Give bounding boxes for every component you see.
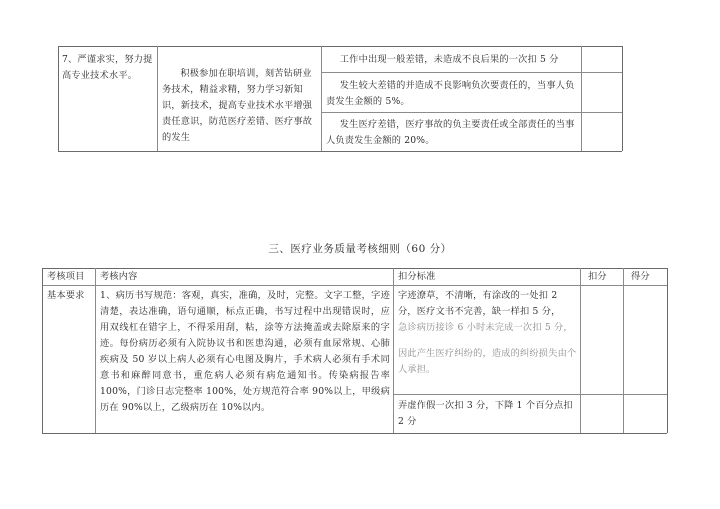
column-divider <box>623 268 624 433</box>
top-rule-1: 工作中出现一般差错，未造成不良后果的一次扣 5 分 <box>339 54 559 65</box>
header-content: 考核内容 <box>100 271 138 282</box>
top-content-text: 积极参加在职培训，刻苦钻研业务技术，精益求精，努力学习新知识，新技术，提高专业技术水平增强责任意识，防范医疗差错、医疗事故的发生 <box>162 68 313 143</box>
table-border <box>42 268 43 433</box>
column-divider <box>393 268 394 433</box>
row-divider <box>321 112 622 113</box>
row-standard-1b: 急诊病历接诊 6 小时未完成一次扣 5 分， <box>398 322 573 333</box>
row-divider <box>321 72 622 73</box>
header-score: 得分 <box>631 271 650 282</box>
table-border <box>58 151 622 152</box>
header-standard: 扣分标准 <box>398 271 436 282</box>
row-standard-1: 字迹潦草，不清晰，有涂改的一处扣 2 分，医疗文书不完善，缺一样扣 5 分， <box>398 290 561 317</box>
header-deduct: 扣分 <box>588 271 607 282</box>
header-item: 考核项目 <box>47 271 85 282</box>
column-divider <box>157 46 158 151</box>
table-border <box>622 46 623 151</box>
row-standard-2: 因此产生医疗纠纷的，造成的纠纷损失由个人承担。 <box>398 348 577 375</box>
top-rule-2: 发生较大差错的并造成不良影响负次要责任的，当事人负责发生金额的 5%。 <box>326 80 575 107</box>
header-divider <box>42 285 667 286</box>
row-divider <box>393 394 667 395</box>
row-item: 基本要求 <box>47 290 85 301</box>
column-divider <box>95 268 96 433</box>
section-title: 三、医疗业务质量考核细则（60 分） <box>268 243 452 255</box>
table-border <box>58 46 59 151</box>
top-rule-3: 发生医疗差错，医疗事故的负主要责任或全部责任的当事人负责发生金额的 20%。 <box>326 119 575 146</box>
column-divider <box>321 46 322 151</box>
top-item-text: 7、严谨求实，努力提高专业技术水平。 <box>62 54 153 81</box>
column-divider <box>580 268 581 433</box>
table-border <box>42 433 667 434</box>
table-border <box>58 46 622 47</box>
column-divider <box>581 46 582 151</box>
table-border <box>667 268 668 433</box>
row-content: 1、病历书写规范：客观，真实，准确，及时，完整。文字工整，字迹清楚，表达准确，语句通顺，标点正确，书写过程中出现错误时，应用双线杠在错字上，不得采用刮，粘，涂等方法掩盖或去除原来的字迹。每份病历必须有入院协议书和医患沟通，必须有血尿常规、心肺疾病及 50 岁以上病人必须有心电图及胸片，手术病人必须有手术同意书和麻醉同意书，重危病人必须有病危通知书。传染病报告率 100%，门诊日志完整率 100%，处方规范符合率 90%以上，甲级病历在 90%以上，乙级病历在 10%以内。 <box>100 290 390 413</box>
row-standard-3: 弄虚作假一次扣 3 分，下降 1 个百分点扣 2 分 <box>398 400 573 427</box>
